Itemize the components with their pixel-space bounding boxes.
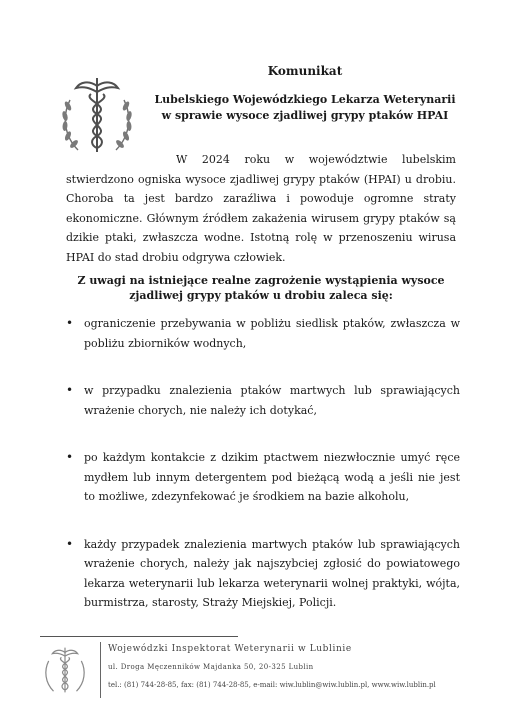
- footer-caduceus-logo-icon: [40, 644, 90, 696]
- subtitle-line-1: Lubelskiego Wojewódzkiego Lekarza Weterynarii: [154, 93, 456, 106]
- list-item: [66, 535, 460, 613]
- list-item-text: każdy przypadek znalezienia martwych ptaków lub sprawiających wrażenie chorych, należy jak najszybciej zgłosić do powiatowego lekarza weterynarii lub lekarza weterynarii wolnej praktyki, wójta, burmistrza, starosty, Straży Miejskiej, Policji.: [84, 537, 460, 609]
- list-item-text: ograniczenie przebywania w pobliżu siedlisk ptaków, zwłaszcza w pobliżu zbiorników wodnych,: [84, 317, 460, 350]
- footer: [108, 642, 498, 692]
- footer-organization: Wojewódzki Inspektorat Weterynarii w Lublinie: [108, 644, 352, 654]
- subtitle-line-2: w sprawie wysoce zjadliwej grypy ptaków HPAI: [161, 109, 449, 122]
- footer-contact: tel.: (81) 744-28-85, fax: (81) 744-28-85, e-mail: wiw.lublin@wiw.lublin.pl, www.wiw.lublin.pl: [108, 681, 436, 689]
- list-item: [66, 314, 460, 353]
- recommendation-heading-line-1: Z uwagi na istniejące realne zagrożenie wystąpienia wysoce: [77, 274, 445, 287]
- bullet-icon: •: [66, 316, 74, 330]
- intro-paragraph: [66, 150, 456, 268]
- recommendation-list: [66, 314, 460, 613]
- page-title: Komunikat: [267, 64, 343, 78]
- footer-address: ul. Droga Męczenników Majdanka 50, 20-325 Lublin: [108, 663, 314, 671]
- bullet-icon: •: [66, 536, 74, 551]
- bullet-icon: •: [66, 450, 74, 464]
- caduceus-logo-icon: [56, 72, 138, 158]
- list-item-text: po każdym kontakcie z dzikim ptactwem niezwłocznie umyć ręce mydłem lub innym detergentem pod bieżącą wodą a jeśli nie jest to możliwe, zdezynfekować je środkiem na bazie alkoholu,: [84, 451, 460, 503]
- footer-divider-line: [40, 636, 238, 637]
- list-item: [66, 448, 460, 507]
- list-item: [66, 381, 460, 420]
- recommendation-heading: [66, 273, 456, 303]
- recommendation-heading-line-2: zjadliwej grypy ptaków u drobiu zaleca się:: [129, 289, 393, 302]
- bullet-icon: •: [66, 383, 74, 397]
- list-item-text: w przypadku znalezienia ptaków martwych lub sprawiających wrażenie chorych, nie należy ich dotykać,: [84, 384, 460, 417]
- footer-vertical-divider: [100, 642, 101, 698]
- page-subtitle: [150, 92, 460, 124]
- intro-text: W 2024 roku w województwie lubelskim stwierdzono ogniska wysoce zjadliwej grypy ptaków (HPAI) u drobiu. Choroba ta jest bardzo zaraźliwa i powoduje ogromne straty ekonomiczne. Głównym źródłem zakażenia wirusem grypy ptaków są dzikie ptaki, zwłaszcza wodne. Istotną rolę w przenoszeniu wirusa HPAI do stad drobiu odgrywa człowiek.: [66, 153, 456, 264]
